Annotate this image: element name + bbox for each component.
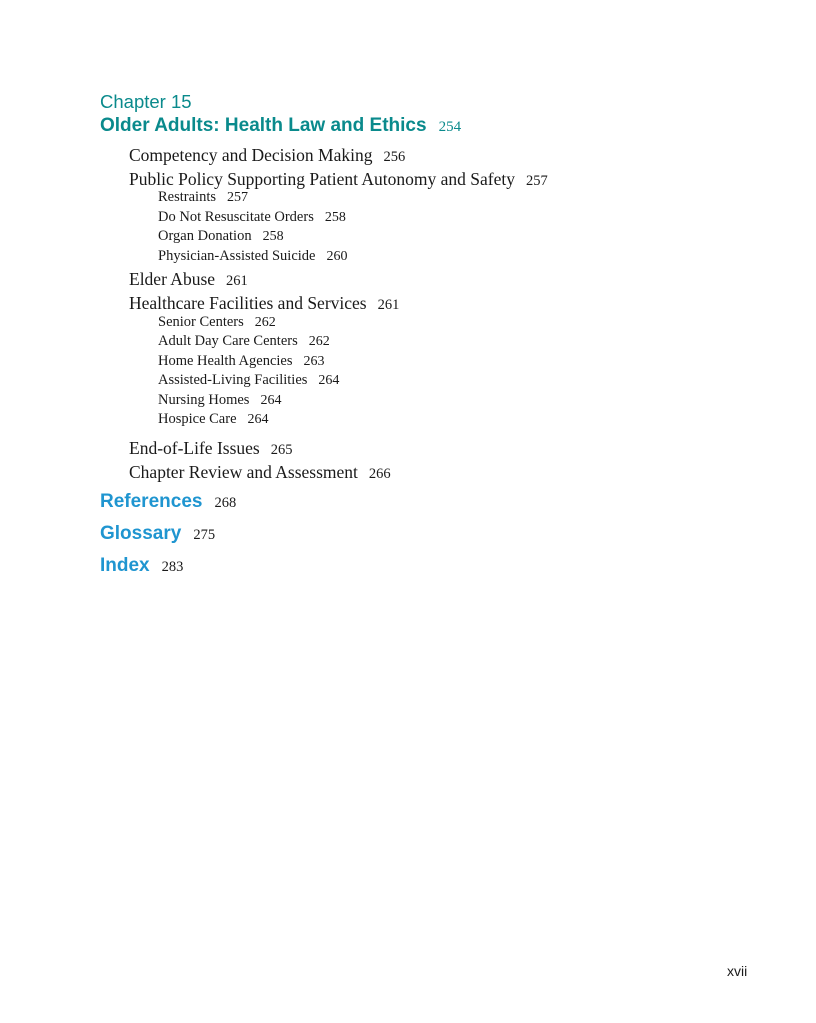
back-matter-title: Glossary: [100, 523, 182, 544]
entry-page-number: 264: [247, 412, 269, 427]
toc-entry[interactable]: [129, 144, 405, 168]
entry-title: Assisted-Living Facilities: [158, 372, 308, 388]
toc-subentry[interactable]: [158, 391, 281, 410]
toc-subentry[interactable]: [158, 332, 330, 351]
toc-subentry[interactable]: [158, 188, 248, 207]
toc-subentry[interactable]: [158, 352, 325, 371]
entry-title: Senior Centers: [158, 314, 244, 330]
entry-title: Healthcare Facilities and Services: [129, 293, 367, 313]
entry-page-number: 264: [318, 373, 340, 388]
entry-title: Physician-Assisted Suicide: [158, 248, 316, 264]
back-matter-references[interactable]: [100, 490, 236, 515]
entry-page-number: 257: [525, 173, 548, 189]
back-matter-page-number: 268: [214, 495, 237, 511]
back-matter-page-number: 283: [161, 559, 184, 575]
entry-page-number: 261: [226, 273, 248, 289]
entry-page-number: 262: [308, 334, 330, 349]
entry-page-number: 264: [260, 393, 282, 408]
entry-title: Public Policy Supporting Patient Autonomy and Safety: [129, 169, 515, 189]
entry-title: Hospice Care: [158, 411, 237, 427]
entry-title: Restraints: [158, 189, 216, 205]
entry-page-number: 261: [377, 297, 400, 313]
entry-page-number: 263: [303, 354, 325, 369]
entry-title: Home Health Agencies: [158, 353, 293, 369]
chapter-label: Chapter 15: [100, 91, 192, 112]
back-matter-title: References: [100, 491, 203, 512]
entry-page-number: 262: [254, 315, 276, 330]
entry-page-number: 265: [270, 442, 293, 458]
toc-subentry[interactable]: [158, 410, 269, 429]
entry-title: End-of-Life Issues: [129, 438, 260, 458]
back-matter-glossary[interactable]: [100, 522, 215, 547]
toc-subentry[interactable]: [158, 247, 347, 266]
chapter-page-number: 254: [438, 119, 462, 135]
page-folio: xvii: [727, 963, 748, 979]
toc-subentry[interactable]: [158, 227, 284, 246]
toc-entry[interactable]: [129, 268, 248, 292]
entry-page-number: 260: [326, 249, 348, 264]
back-matter-page-number: 275: [193, 527, 216, 543]
toc-entry[interactable]: [129, 437, 292, 461]
entry-page-number: 257: [227, 190, 248, 205]
entry-title: Nursing Homes: [158, 392, 250, 408]
toc-entry[interactable]: [129, 461, 391, 485]
entry-title: Competency and Decision Making: [129, 145, 373, 165]
entry-title: Adult Day Care Centers: [158, 333, 298, 349]
entry-title: Elder Abuse: [129, 269, 216, 289]
entry-page-number: 256: [383, 149, 406, 165]
chapter-title: Older Adults: Health Law and Ethics: [100, 115, 427, 136]
chapter-title-link[interactable]: [100, 114, 461, 139]
entry-page-number: 258: [262, 229, 284, 244]
entry-page-number: 258: [324, 210, 346, 225]
toc-subentry[interactable]: [158, 208, 346, 227]
entry-title: Chapter Review and Assessment: [129, 462, 358, 482]
back-matter-title: Index: [100, 555, 150, 576]
toc-subentry[interactable]: [158, 371, 339, 390]
entry-title: Do Not Resuscitate Orders: [158, 209, 314, 225]
toc-subentry[interactable]: [158, 313, 276, 332]
entry-title: Organ Donation: [158, 228, 252, 244]
entry-page-number: 266: [368, 466, 391, 482]
back-matter-index[interactable]: [100, 554, 183, 579]
